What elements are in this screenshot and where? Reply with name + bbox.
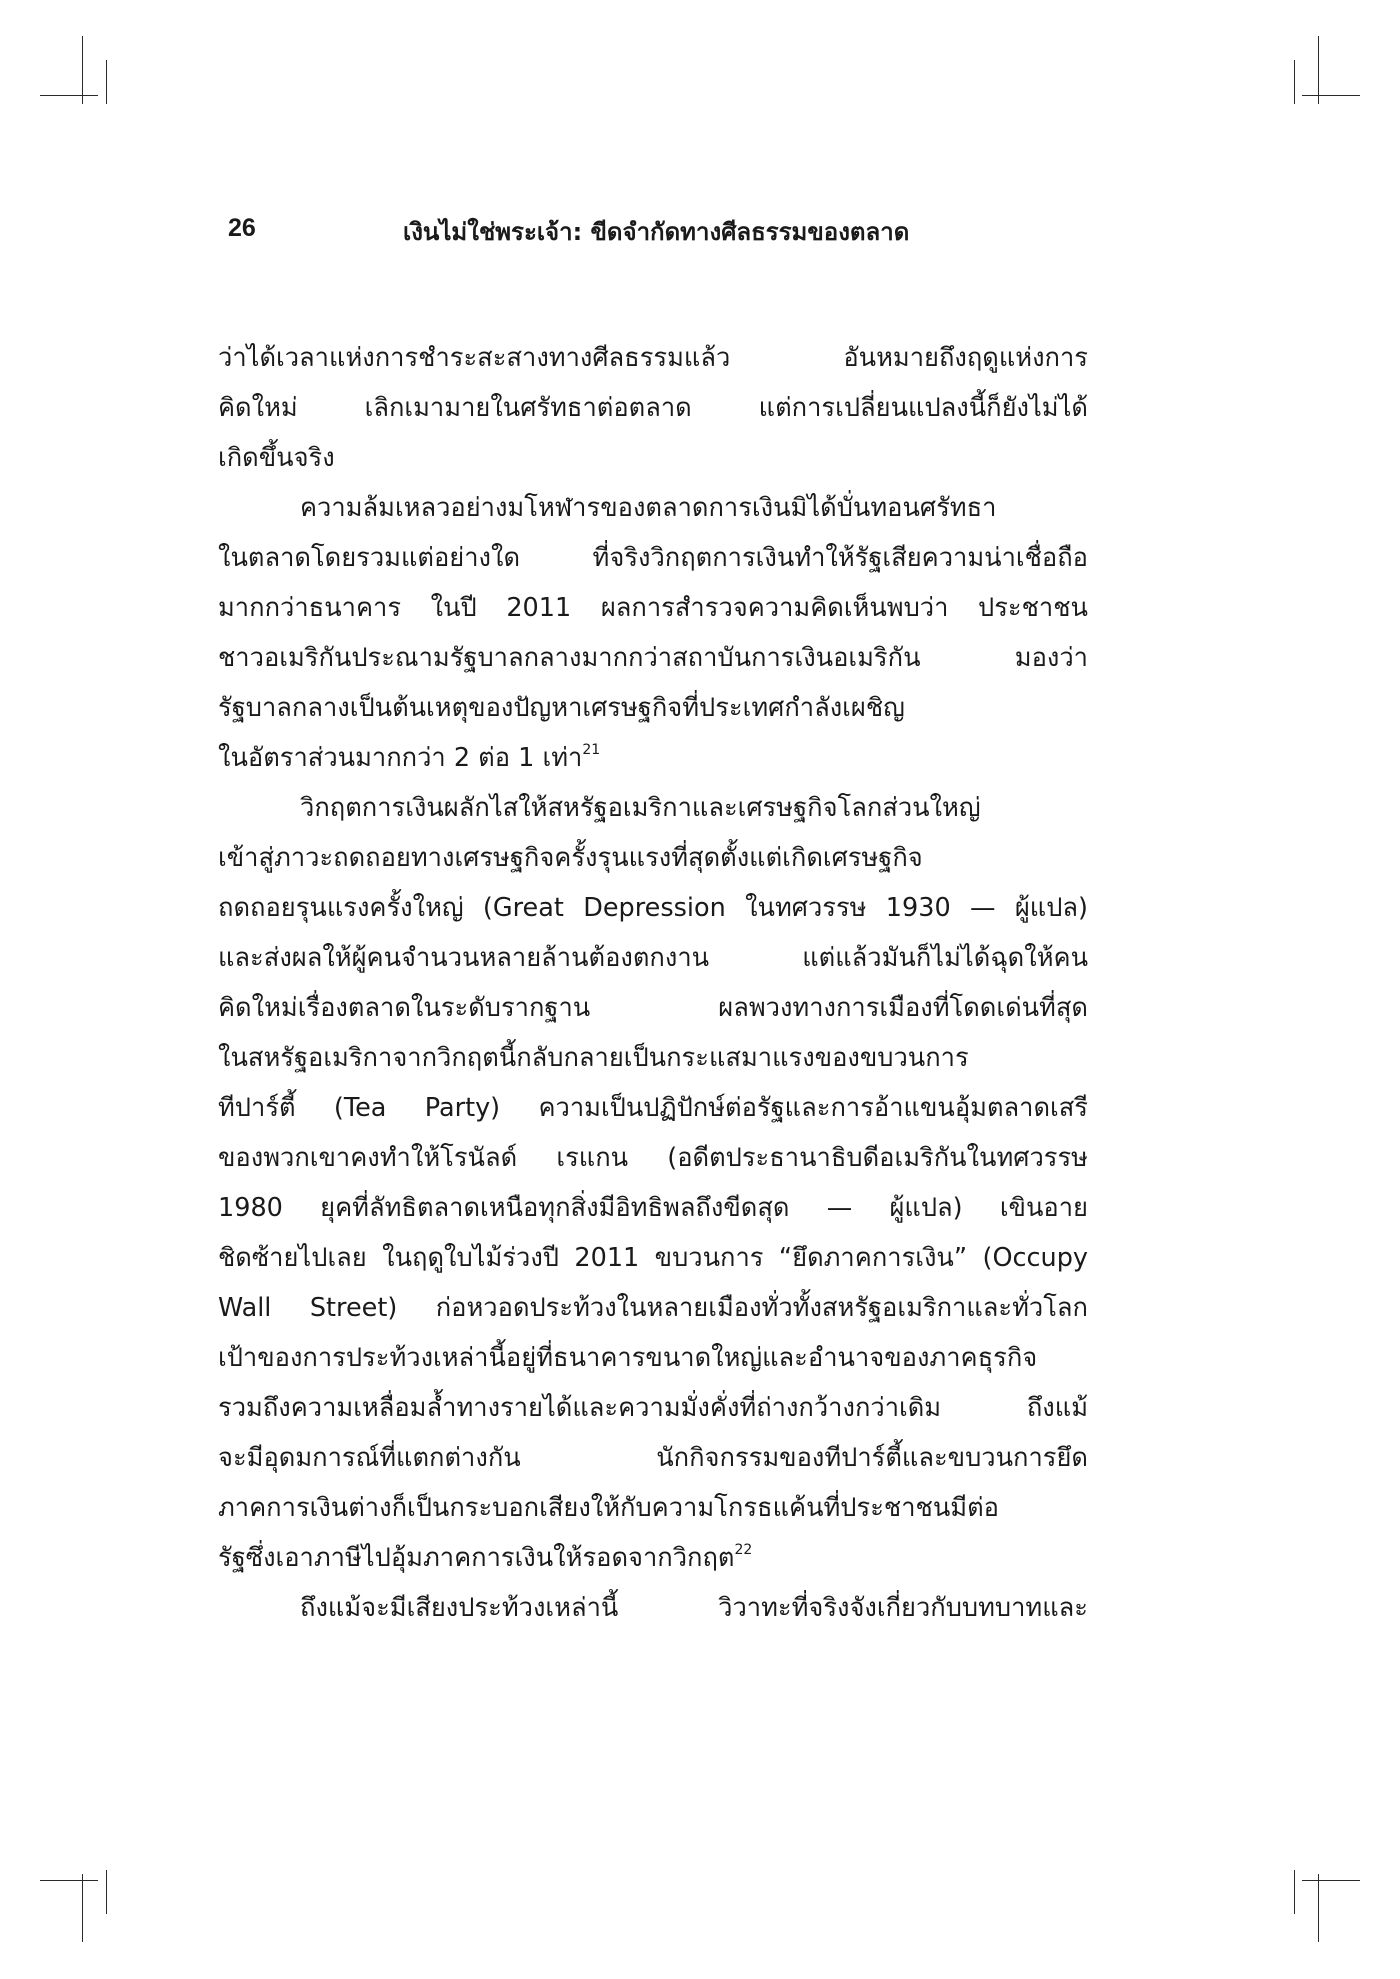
crop-mark-bottom-right-v xyxy=(1318,1874,1319,1942)
crop-mark-bottom-right-v2 xyxy=(1294,1870,1295,1914)
text-line: Wall Street) ก่อหวอดประท้วงในหลายเมืองทั่วทั้งสหรัฐอเมริกาและทั่วโลก xyxy=(218,1293,1088,1323)
text-line: เกิดขึ้นจริง xyxy=(218,443,335,473)
crop-mark-top-right-v xyxy=(1318,36,1319,104)
text-line: ชิดซ้ายไปเลย ในฤดูใบไม้ร่วงปี 2011 ขบวนการ “ยึดภาคการเงิน” (Occupy xyxy=(218,1243,1088,1273)
text-line: ในสหรัฐอเมริกาจากวิกฤตนี้กลับกลายเป็นกระแสมาแรงของขบวนการ xyxy=(218,1043,969,1073)
crop-mark-top-right-h xyxy=(1302,95,1360,96)
text-line: ความล้มเหลวอย่างมโหฬารของตลาดการเงินมิได้บั่นทอนศรัทธา xyxy=(300,493,997,523)
crop-mark-top-left-v2 xyxy=(106,60,107,104)
crop-mark-bottom-left-h xyxy=(40,1880,98,1881)
text-line: ชาวอเมริกันประณามรัฐบาลกลางมากกว่าสถาบันการเงินอเมริกัน มองว่า xyxy=(218,643,1088,673)
text-line: ถึงแม้จะมีเสียงประท้วงเหล่านี้ วิวาทะที่จริงจังเกี่ยวกับบทบาทและ xyxy=(300,1593,1088,1623)
crop-mark-top-right-v2 xyxy=(1294,60,1295,104)
text-line: มากกว่าธนาคาร ในปี 2011 ผลการสำรวจความคิดเห็นพบว่า ประชาชน xyxy=(218,593,1088,623)
text-line: ของพวกเขาคงทำให้โรนัลด์ เรแกน (อดีตประธานาธิบดีอเมริกันในทศวรรษ xyxy=(218,1143,1088,1173)
text-line: คิดใหม่ เลิกเมามายในศรัทธาต่อตลาด แต่การเปลี่ยนแปลงนี้ก็ยังไม่ได้ xyxy=(218,393,1088,423)
running-title: เงินไม่ใช่พระเจ้า: ขีดจำกัดทางศีลธรรมของตลาด xyxy=(403,218,910,246)
text-line: ในตลาดโดยรวมแต่อย่างใด ที่จริงวิกฤตการเงินทำให้รัฐเสียความน่าเชื่อถือ xyxy=(218,543,1088,573)
crop-mark-top-left-h xyxy=(40,95,98,96)
footnote-marker: 22 xyxy=(734,1542,753,1558)
text-line: รัฐบาลกลางเป็นต้นเหตุของปัญหาเศรษฐกิจที่ประเทศกำลังเผชิญ xyxy=(218,693,905,723)
text-line: คิดใหม่เรื่องตลาดในระดับรากฐาน ผลพวงทางการเมืองที่โดดเด่นที่สุด xyxy=(218,993,1088,1023)
crop-mark-top-left-v xyxy=(82,36,83,104)
body-text xyxy=(218,333,1088,1633)
crop-mark-bottom-left-v xyxy=(82,1874,83,1942)
page-number: 26 xyxy=(228,214,256,242)
text-line: เข้าสู่ภาวะถดถอยทางเศรษฐกิจครั้งรุนแรงที่สุดตั้งแต่เกิดเศรษฐกิจ xyxy=(218,843,923,873)
text-line: ถดถอยรุนแรงครั้งใหญ่ (Great Depression ในทศวรรษ 1930 — ผู้แปล) xyxy=(218,893,1088,923)
text-line-with-footnote xyxy=(218,733,1088,783)
text-line-content: รัฐซึ่งเอาภาษีไปอุ้มภาคการเงินให้รอดจากวิกฤต xyxy=(218,1543,735,1573)
text-line: 1980 ยุคที่ลัทธิตลาดเหนือทุกสิ่งมีอิทธิพลถึงขีดสุด — ผู้แปล) เขินอาย xyxy=(218,1193,1088,1223)
text-line: และส่งผลให้ผู้คนจำนวนหลายล้านต้องตกงาน แต่แล้วมันก็ไม่ได้ฉุดให้คน xyxy=(218,943,1088,973)
text-line: ภาคการเงินต่างก็เป็นกระบอกเสียงให้กับความโกรธแค้นที่ประชาชนมีต่อ xyxy=(218,1493,999,1523)
text-line-with-footnote xyxy=(218,1533,1088,1583)
footnote-marker: 21 xyxy=(582,742,601,758)
text-line: จะมีอุดมการณ์ที่แตกต่างกัน นักกิจกรรมของทีปาร์ตี้และขบวนการยึด xyxy=(218,1443,1088,1473)
text-line: เป้าของการประท้วงเหล่านี้อยู่ที่ธนาคารขนาดใหญ่และอำนาจของภาคธุรกิจ xyxy=(218,1343,1038,1373)
text-line: วิกฤตการเงินผลักไสให้สหรัฐอเมริกาและเศรษฐกิจโลกส่วนใหญ่ xyxy=(300,793,981,823)
text-line: ว่าได้เวลาแห่งการชำระสะสางทางศีลธรรมแล้ว อันหมายถึงฤดูแห่งการ xyxy=(218,343,1088,373)
crop-mark-bottom-left-v2 xyxy=(106,1870,107,1914)
text-line-content: ในอัตราส่วนมากกว่า 2 ต่อ 1 เท่า xyxy=(218,743,583,773)
text-line: ทีปาร์ตี้ (Tea Party) ความเป็นปฏิปักษ์ต่อรัฐและการอ้าแขนอุ้มตลาดเสรี xyxy=(218,1093,1088,1123)
crop-mark-bottom-right-h xyxy=(1302,1880,1360,1881)
text-line: รวมถึงความเหลื่อมล้ำทางรายได้และความมั่งคั่งที่ถ่างกว้างกว่าเดิม ถึงแม้ xyxy=(218,1393,1088,1423)
